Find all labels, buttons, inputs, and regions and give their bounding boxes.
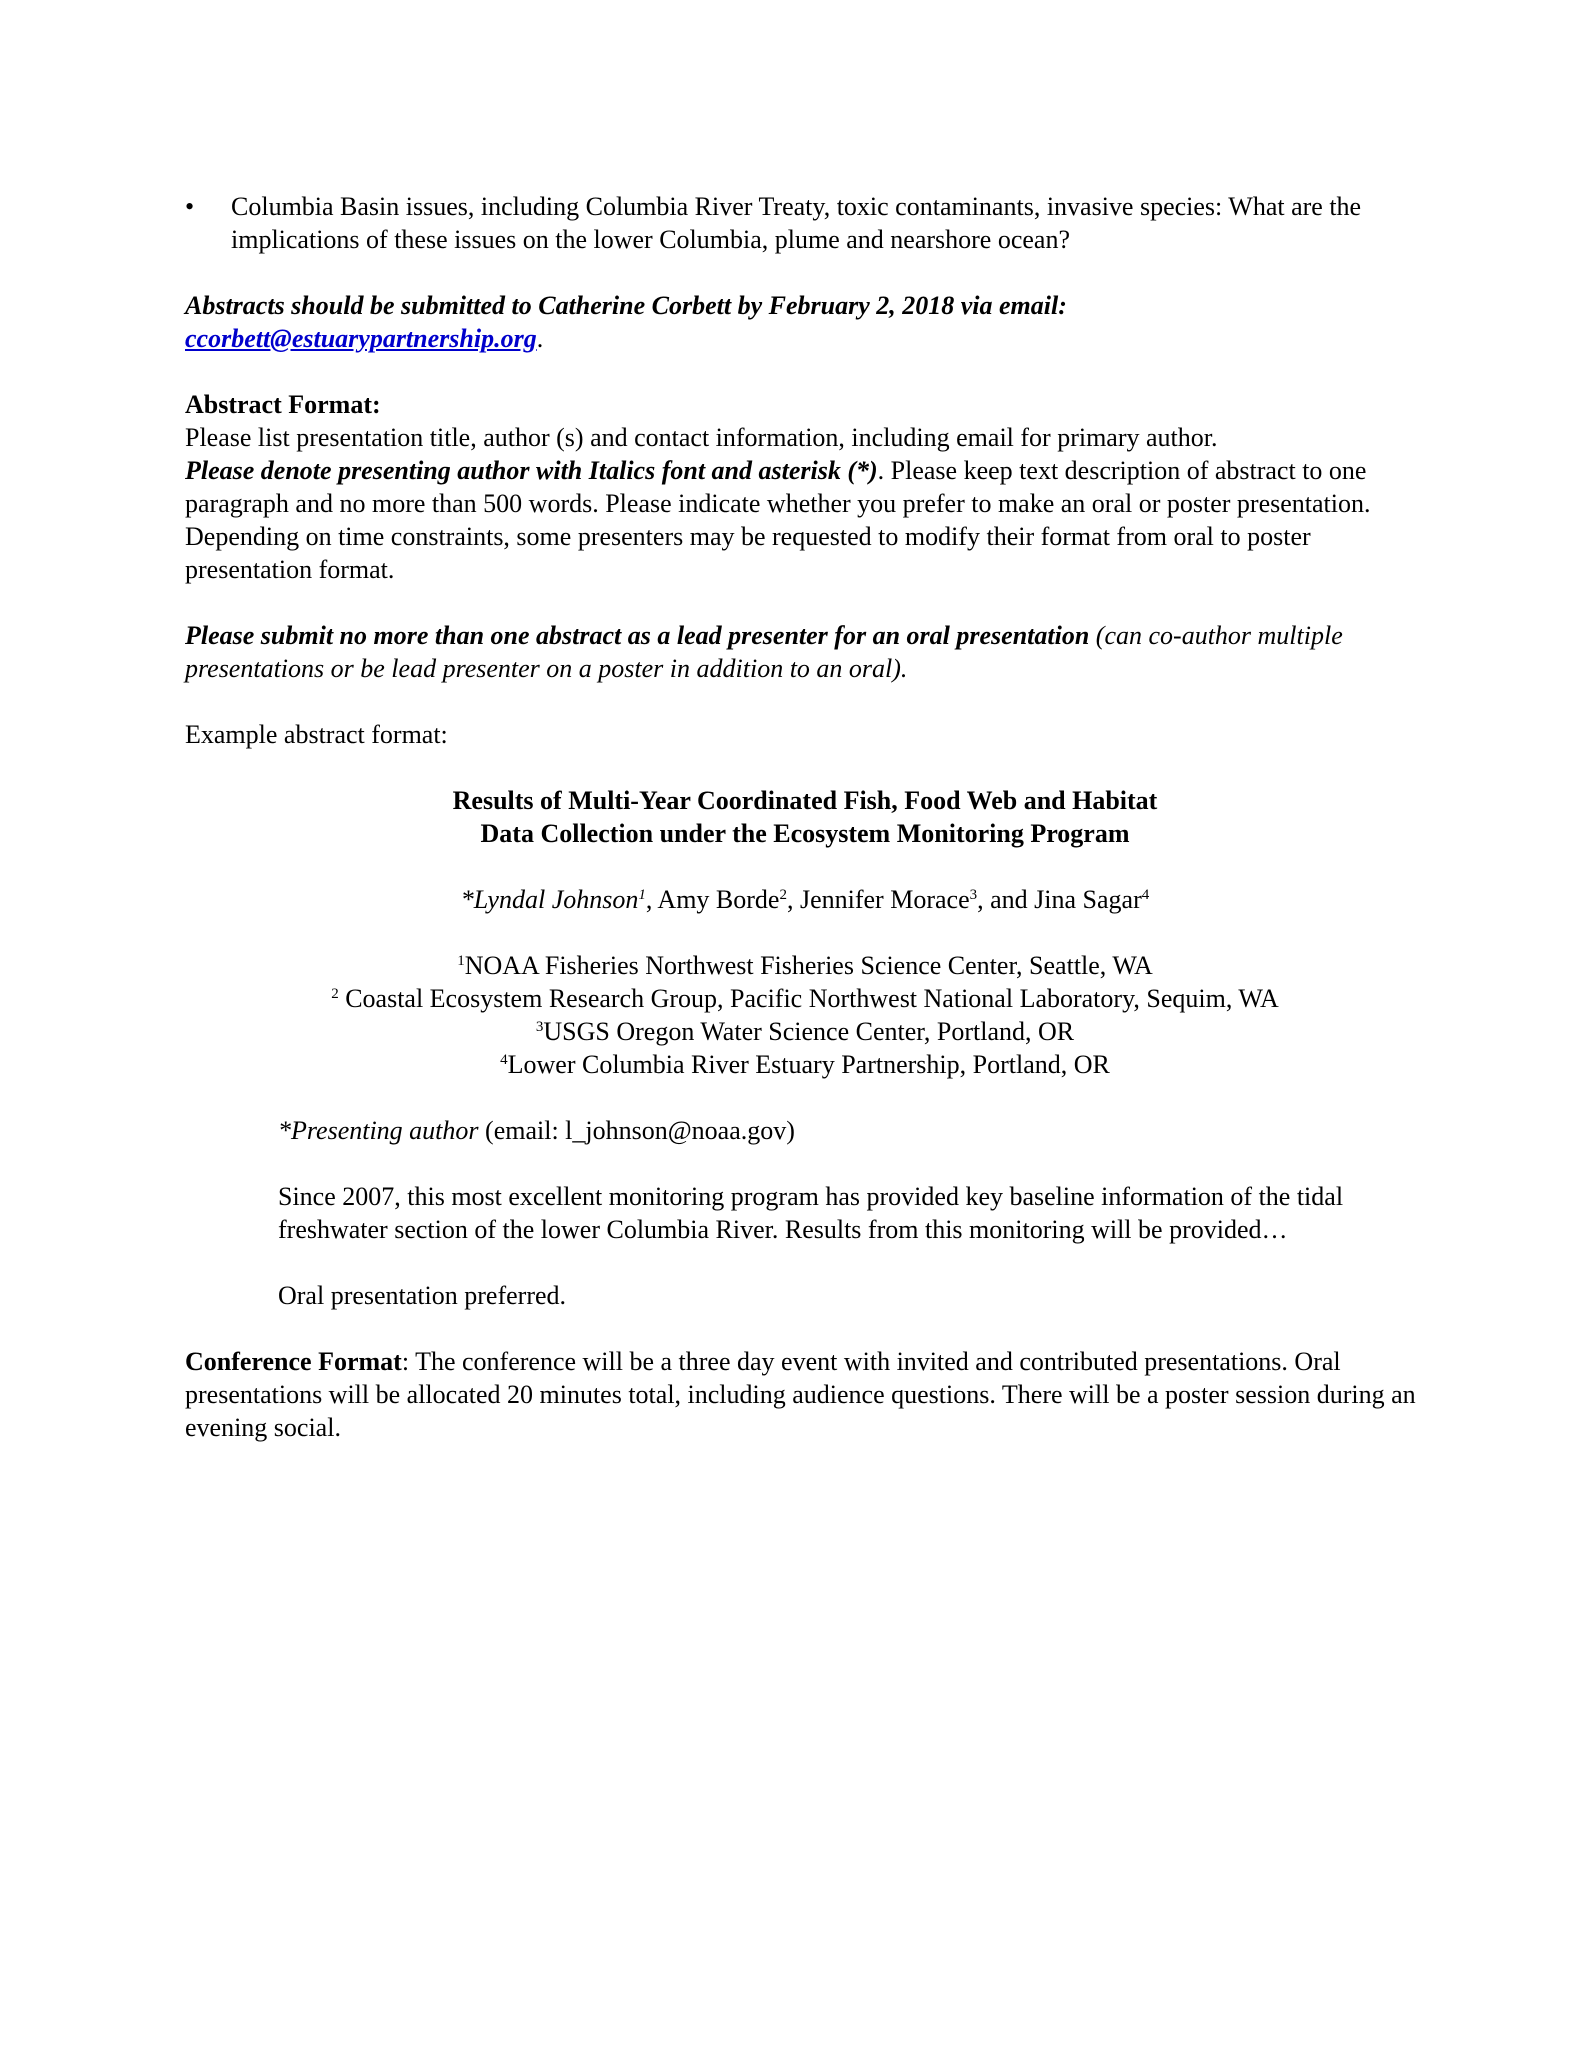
abstract-format-heading: Abstract Format:	[185, 390, 381, 419]
bullet-text: Columbia Basin issues, including Columbia River Treaty, toxic contaminants, invasive species: What are the implications of these issues on the lower Columbia, plume and nearshore ocean?	[231, 192, 1362, 254]
submission-text: Abstracts should be submitted to Catherine Corbett by February 2, 2018 via email:	[185, 291, 1067, 320]
abstract-format-section	[185, 388, 1425, 586]
email-link[interactable]: ccorbett@estuarypartnership.org	[185, 324, 537, 353]
affiliation-2-sup: 2	[331, 986, 339, 1002]
affiliation-4	[185, 1048, 1425, 1081]
example-label: Example abstract format:	[185, 720, 448, 749]
author-1: *Lyndal Johnson	[460, 885, 639, 914]
author-3-sup: 3	[969, 887, 978, 903]
example-body: Since 2007, this most excellent monitoring program has provided key baseline information of the tidal freshwater section of the lower Columbia River. Results from this monitoring will be provided…	[278, 1182, 1344, 1244]
affiliation-1-sup: 1	[457, 953, 465, 969]
affiliation-3-sup: 3	[535, 1019, 544, 1035]
affiliation-1	[185, 949, 1425, 982]
abstract-format-rest: . Please keep text description of abstract to one paragraph and no more than 500 words. Please indicate whether you prefer to make an oral or poster presentation. Depending on time constraints, some presenters may be requested to modify their format from oral to poster presentation format.	[185, 456, 1371, 584]
submission-period: .	[536, 324, 544, 353]
author-2: , Amy Borde	[645, 885, 780, 914]
presenting-author-line	[278, 1114, 1425, 1147]
example-preference: Oral presentation preferred.	[278, 1281, 567, 1310]
affiliation-4-sup: 4	[500, 1052, 508, 1068]
affiliation-3	[185, 1015, 1425, 1048]
example-title	[185, 784, 1425, 850]
abstract-format-emphasis: Please denote presenting author with Italics font and asterisk (*)	[185, 456, 878, 485]
example-title-line2: Data Collection under the Ecosystem Monitoring Program	[480, 819, 1130, 848]
affiliation-2-text: Coastal Ecosystem Research Group, Pacific Northwest National Laboratory, Sequim, WA	[338, 984, 1279, 1013]
one-abstract-italic: (can co-author multiple presentations or be lead presenter on a poster in addition to an oral).	[185, 621, 1343, 683]
example-authors	[185, 883, 1425, 916]
submission-paragraph	[185, 289, 1425, 355]
bullet-symbol: •	[185, 192, 195, 221]
affiliation-2	[185, 982, 1425, 1015]
affiliation-4-text: Lower Columbia River Estuary Partnership, Portland, OR	[507, 1050, 1110, 1079]
example-affiliations	[185, 949, 1425, 1081]
conference-format-section	[185, 1345, 1425, 1444]
author-2-sup: 2	[779, 887, 787, 903]
author-4-sup: 4	[1141, 887, 1150, 903]
author-1-sup: 1	[638, 887, 646, 903]
author-4: , and Jina Sagar	[977, 885, 1142, 914]
one-abstract-bold: Please submit no more than one abstract as a lead presenter for an oral presentation	[185, 621, 1090, 650]
example-title-line1: Results of Multi-Year Coordinated Fish, Food Web and Habitat	[452, 786, 1158, 815]
presenting-author-email: (email: l_johnson@noaa.gov)	[478, 1116, 795, 1145]
presenting-author-label: *Presenting author	[278, 1116, 479, 1145]
one-abstract-paragraph	[185, 619, 1425, 685]
document-page	[185, 190, 1425, 1444]
author-3: , Jennifer Morace	[786, 885, 970, 914]
bullet-item	[185, 190, 1425, 256]
affiliation-1-text: NOAA Fisheries Northwest Fisheries Science Center, Seattle, WA	[464, 951, 1153, 980]
conference-format-text: : The conference will be a three day event with invited and contributed presentations. Oral presentations will be allocated 20 minutes total, including audience questions. There will be a poster session during an evening social.	[185, 1347, 1416, 1442]
conference-format-heading: Conference Format	[185, 1347, 402, 1376]
abstract-format-line1: Please list presentation title, author (s) and contact information, including email for primary author.	[185, 423, 1218, 452]
affiliation-3-text: USGS Oregon Water Science Center, Portland, OR	[543, 1017, 1075, 1046]
